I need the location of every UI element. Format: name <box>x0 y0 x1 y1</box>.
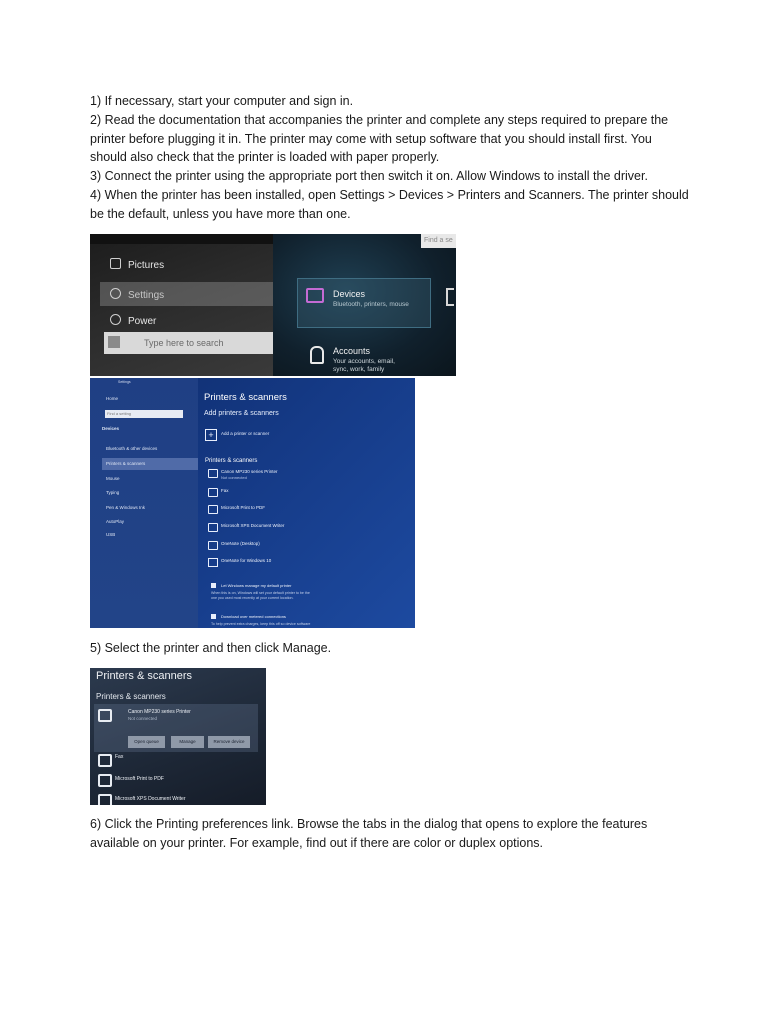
list-heading: Printers & scanners <box>205 458 258 464</box>
metered-checkbox <box>211 614 216 619</box>
step-2: 2) Read the documentation that accompanies the printer and complete any steps required to prepare the printer before plugging it in. The printer may come with setup software that you should install first. You should also check that the printer is loaded with paper properly. <box>90 112 669 165</box>
devices-tile <box>297 278 431 328</box>
devices-icon <box>306 288 324 303</box>
photo-settings-tiles <box>273 234 456 376</box>
fax-label: Fax <box>115 754 124 760</box>
step-6: 6) Click the Printing preferences link. Browse the tabs in the dialog that opens to explore the features available on your printer. For example, find out if there are color or duplex options. <box>90 817 648 850</box>
nav-item-6: USB <box>106 532 116 537</box>
default-note-1: When this is on, Windows will set your default printer to be the <box>211 591 310 595</box>
manage-button: Manage <box>171 736 204 748</box>
photo-manage-printer <box>90 668 266 805</box>
taskbar-search: Type here to search <box>104 332 273 354</box>
photo-start-menu <box>90 234 273 376</box>
printer-icon <box>208 488 218 497</box>
step-3: 3) Connect the printer using the appropriate port then switch it on. Allow Windows to install the driver. <box>90 169 648 184</box>
nav-item-5: AutoPlay <box>106 519 125 524</box>
start-item-pictures: Pictures <box>110 258 164 271</box>
devices-title: Devices <box>333 289 366 299</box>
accounts-title: Accounts <box>333 346 371 356</box>
start-item-settings: Settings <box>110 288 164 301</box>
step-5: 5) Select the printer and then click Manage. <box>90 641 332 655</box>
add-heading: Add printers & scanners <box>204 410 279 417</box>
photo-top-edge <box>90 234 273 244</box>
remove-device-button: Remove device <box>208 736 250 748</box>
accounts-icon <box>310 346 324 364</box>
power-icon <box>110 314 121 325</box>
start-item-power: Power <box>110 314 156 327</box>
selected-printer-name: Canon MP230 series Printer <box>128 709 191 715</box>
nav-item-1: Printers & scanners <box>106 461 146 466</box>
metered-label: Download over metered connections <box>221 614 286 619</box>
nav-item-4: Pen & Windows Ink <box>106 505 146 510</box>
metered-note: To help prevent extra charges, keep this off so device software <box>211 622 311 626</box>
selected-printer-status: Not connected <box>128 716 158 721</box>
devices-subtitle: Bluetooth, printers, mouse <box>333 301 409 308</box>
xps-label: Microsoft XPS Document Writer <box>115 796 186 802</box>
printer-icon <box>208 505 218 514</box>
printer-icon <box>98 709 112 722</box>
printer-icon <box>208 469 218 478</box>
step-4: 4) When the printer has been installed, open Settings > Devices > Printers and Scanners. The printer should be the default, unless you have more than one. <box>90 187 689 221</box>
default-printer-label: Let Windows manage my default printer <box>221 583 292 588</box>
default-printer-checkbox <box>211 583 216 588</box>
nav-item-0: Bluetooth & other devices <box>106 446 158 451</box>
instructions-step6 <box>90 815 690 853</box>
nav-item-3: Typing <box>106 490 120 495</box>
printer-icon <box>98 794 112 805</box>
printer-icon <box>98 774 112 787</box>
document-icon <box>208 558 218 567</box>
settings-sidebar <box>90 378 198 628</box>
default-note-2: one you used most recently at your current location. <box>211 596 294 600</box>
nav-item-2: Mouse <box>106 476 120 481</box>
printer-icon <box>208 541 218 550</box>
open-queue-button: Open queue <box>128 736 165 748</box>
photo-printers-scanners: Settings Home Find a setting Devices Bluetooth & other devices Printers & scanners Mouse Typing Pen & Windows Ink AutoPlay USB Printers & scanners Add printers & scanners + Add a printer or scanner Printers & scanners Canon MP230 series Printer Not connected Fax Microsoft Print to PDF Microsoft XPS Document Writer OneNote (Desktop) OneNote for Windows 10 Let Windows manage my default printer When this is on, Windows will set your default printer to be the one you used most recently at your current location. Download over metered connections To help prevent extra charges, keep this off so device software <box>90 378 415 628</box>
page-heading: Printers & scanners <box>204 392 287 403</box>
accounts-subtitle: Your accounts, email, sync, work, family <box>333 358 395 373</box>
instructions-top <box>90 92 690 224</box>
printer-icon <box>208 523 218 532</box>
nav-home: Home <box>106 396 119 401</box>
windows-icon <box>108 336 120 348</box>
printer-icon <box>98 754 112 767</box>
pdf-label: Microsoft Print to PDF <box>115 776 164 782</box>
plus-icon: + <box>205 429 217 441</box>
gear-icon <box>110 288 121 299</box>
add-printer-label: Add a printer or scanner <box>221 431 270 436</box>
phone-icon <box>446 288 454 306</box>
manage-title: Printers & scanners <box>96 670 192 682</box>
step-1: 1) If necessary, start your computer and sign in. <box>90 94 354 108</box>
window-title: Settings <box>118 380 131 384</box>
find-setting-box: Find a se <box>421 234 456 248</box>
find-setting-input: Find a setting <box>105 410 183 418</box>
manage-subheading: Printers & scanners <box>96 692 166 701</box>
pictures-icon <box>110 258 121 269</box>
instructions-step5 <box>90 639 690 658</box>
nav-section: Devices <box>102 426 120 431</box>
